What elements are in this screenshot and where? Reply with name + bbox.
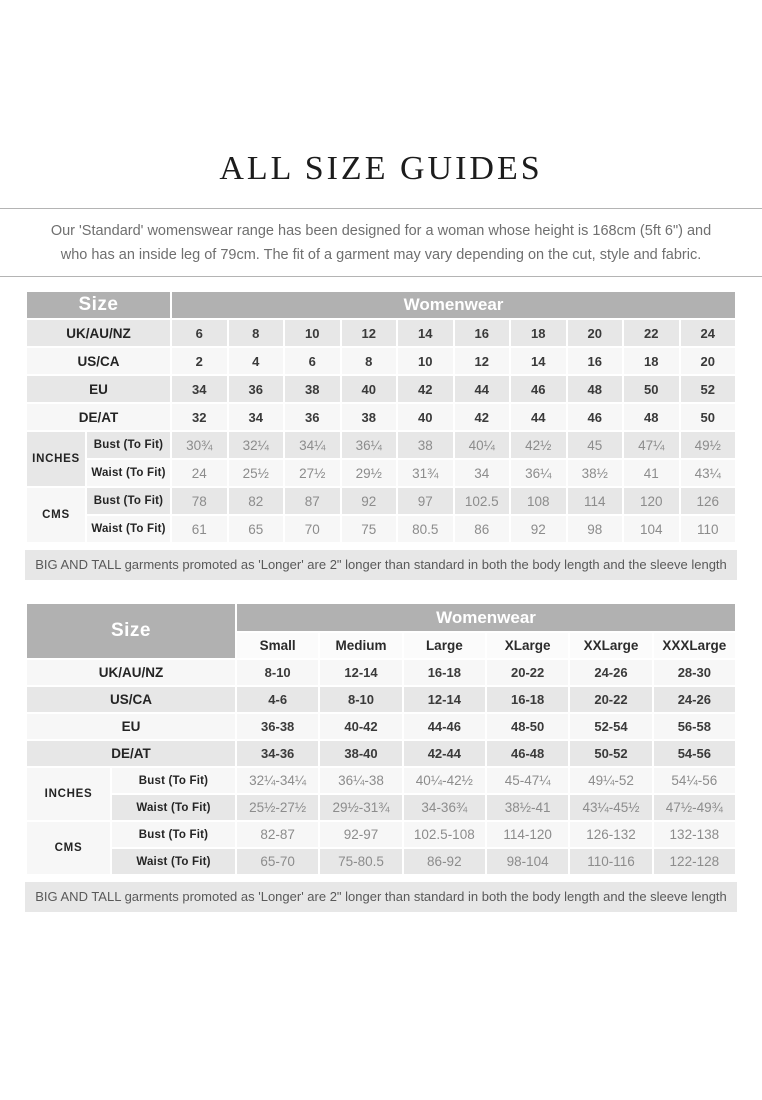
size-cell: 8 (341, 347, 398, 375)
size-cell: 48-50 (486, 713, 569, 740)
row-label: EU (26, 375, 171, 403)
size-cell: 38-40 (319, 740, 402, 767)
measure-cell: 24 (171, 459, 228, 487)
size-cell: 12-14 (319, 659, 402, 686)
measure-cell: 75 (341, 515, 398, 543)
measure-cell: 61 (171, 515, 228, 543)
size-cell: 10 (284, 319, 341, 347)
size-cell: 50-52 (569, 740, 652, 767)
size-cell: 46 (510, 375, 567, 403)
measure-label: Bust (To Fit) (111, 821, 236, 848)
measure-cell: 34 (454, 459, 511, 487)
size-cell: 6 (171, 319, 228, 347)
measure-cell: 54¼-56 (653, 767, 736, 794)
row-label: UK/AU/NZ (26, 659, 236, 686)
size-cell: 38 (341, 403, 398, 431)
measure-cell: 32¼-34¼ (236, 767, 319, 794)
size-group-header: Small (236, 632, 319, 659)
size-cell: 20 (567, 319, 624, 347)
table-row (26, 767, 736, 794)
size-cell: 4 (228, 347, 285, 375)
size-group-header: XLarge (486, 632, 569, 659)
table-row (26, 375, 736, 403)
size-cell: 44-46 (403, 713, 486, 740)
size-cell: 42-44 (403, 740, 486, 767)
big-and-tall-note: BIG AND TALL garments promoted as 'Longer' are 2" longer than standard in both the body length and the sleeve length (25, 882, 737, 912)
measure-cell: 114-120 (486, 821, 569, 848)
size-cell: 40 (341, 375, 398, 403)
measure-cell: 65 (228, 515, 285, 543)
size-cell: 16-18 (403, 659, 486, 686)
size-cell: 12 (341, 319, 398, 347)
size-cell: 12-14 (403, 686, 486, 713)
measure-cell: 65-70 (236, 848, 319, 875)
big-and-tall-note: BIG AND TALL garments promoted as 'Longer' are 2" longer than standard in both the body length and the sleeve length (25, 550, 737, 580)
standard-size-table-container (25, 290, 737, 544)
measure-cell: 36¼ (341, 431, 398, 459)
measure-cell: 104 (623, 515, 680, 543)
size-cell: 24-26 (569, 659, 652, 686)
grouped-size-table-container (25, 602, 737, 876)
measure-cell: 78 (171, 487, 228, 515)
divider-bottom (0, 276, 762, 277)
row-label: DE/AT (26, 403, 171, 431)
measure-cell: 45-47¼ (486, 767, 569, 794)
table-row (26, 686, 736, 713)
measure-cell: 87 (284, 487, 341, 515)
page-title: ALL SIZE GUIDES (219, 150, 543, 187)
size-cell: 34 (171, 375, 228, 403)
table-row (26, 487, 736, 515)
size-cell: 20-22 (486, 659, 569, 686)
standard-size-table (25, 290, 737, 544)
size-cell: 44 (454, 375, 511, 403)
unit-label: INCHES (26, 767, 111, 821)
size-cell: 34-36 (236, 740, 319, 767)
size-cell: 16 (567, 347, 624, 375)
size-cell: 50 (680, 403, 737, 431)
measure-cell: 49½ (680, 431, 737, 459)
table-row (26, 740, 736, 767)
size-cell: 14 (510, 347, 567, 375)
measure-cell: 41 (623, 459, 680, 487)
measure-cell: 42½ (510, 431, 567, 459)
measure-label: Waist (To Fit) (86, 515, 171, 543)
measure-cell: 80.5 (397, 515, 454, 543)
size-cell: 36 (284, 403, 341, 431)
measure-cell: 34¼ (284, 431, 341, 459)
measure-cell: 31¾ (397, 459, 454, 487)
size-cell: 48 (623, 403, 680, 431)
size-cell: 52 (680, 375, 737, 403)
size-cell: 24 (680, 319, 737, 347)
measure-cell: 110 (680, 515, 737, 543)
table-row (26, 431, 736, 459)
measure-label: Bust (To Fit) (86, 487, 171, 515)
row-label: US/CA (26, 686, 236, 713)
measure-cell: 43¼-45½ (569, 794, 652, 821)
measure-cell: 126 (680, 487, 737, 515)
measure-cell: 29½-31¾ (319, 794, 402, 821)
size-cell: 8 (228, 319, 285, 347)
row-label: DE/AT (26, 740, 236, 767)
table-row (26, 347, 736, 375)
measure-cell: 108 (510, 487, 567, 515)
measure-cell: 132-138 (653, 821, 736, 848)
size-header: Size (26, 291, 171, 319)
size-cell: 44 (510, 403, 567, 431)
size-cell: 56-58 (653, 713, 736, 740)
measure-cell: 92-97 (319, 821, 402, 848)
size-cell: 40 (397, 403, 454, 431)
measure-cell: 82-87 (236, 821, 319, 848)
size-cell: 16 (454, 319, 511, 347)
measure-cell: 25½-27½ (236, 794, 319, 821)
measure-cell: 36¼ (510, 459, 567, 487)
size-group-header: Medium (319, 632, 402, 659)
header-row (26, 603, 736, 632)
size-cell: 8-10 (236, 659, 319, 686)
table-row (26, 659, 736, 686)
measure-cell: 86 (454, 515, 511, 543)
size-cell: 20 (680, 347, 737, 375)
unit-label: INCHES (26, 431, 86, 487)
size-group-header: XXXLarge (653, 632, 736, 659)
measure-cell: 110-116 (569, 848, 652, 875)
measure-cell: 122-128 (653, 848, 736, 875)
measure-cell: 43¼ (680, 459, 737, 487)
measure-cell: 38½ (567, 459, 624, 487)
size-cell: 32 (171, 403, 228, 431)
measure-cell: 82 (228, 487, 285, 515)
size-cell: 14 (397, 319, 454, 347)
size-cell: 4-6 (236, 686, 319, 713)
measure-cell: 47¼ (623, 431, 680, 459)
measure-cell: 30¾ (171, 431, 228, 459)
measure-cell: 40¼ (454, 431, 511, 459)
size-cell: 8-10 (319, 686, 402, 713)
size-group-header: XXLarge (569, 632, 652, 659)
size-cell: 40-42 (319, 713, 402, 740)
measure-cell: 102.5 (454, 487, 511, 515)
header-row (26, 291, 736, 319)
size-cell: 16-18 (486, 686, 569, 713)
table-row (26, 848, 736, 875)
table-row (26, 713, 736, 740)
measure-cell: 45 (567, 431, 624, 459)
intro-text: Our 'Standard' womenswear range has been designed for a woman whose height is 168cm (5ft 6") and who has an inside leg of 79cm. The fit of a garment may vary depending on the cut, style and fabric. (50, 223, 712, 263)
table-row (26, 821, 736, 848)
measure-cell: 70 (284, 515, 341, 543)
measure-label: Bust (To Fit) (111, 767, 236, 794)
measure-cell: 97 (397, 487, 454, 515)
size-header: Size (26, 603, 236, 659)
measure-cell: 32¼ (228, 431, 285, 459)
table-row (26, 459, 736, 487)
size-cell: 6 (284, 347, 341, 375)
unit-label: CMS (26, 821, 111, 875)
measure-label: Waist (To Fit) (111, 794, 236, 821)
womenwear-header: Womenwear (236, 603, 736, 632)
measure-cell: 114 (567, 487, 624, 515)
size-group-header: Large (403, 632, 486, 659)
womenwear-header: Womenwear (171, 291, 736, 319)
unit-label: CMS (26, 487, 86, 543)
size-cell: 42 (397, 375, 454, 403)
size-cell: 12 (454, 347, 511, 375)
table-row (26, 515, 736, 543)
measure-cell: 102.5-108 (403, 821, 486, 848)
measure-cell: 40¼-42½ (403, 767, 486, 794)
size-cell: 2 (171, 347, 228, 375)
grouped-size-table (25, 602, 737, 876)
measure-cell: 47½-49¾ (653, 794, 736, 821)
row-label: US/CA (26, 347, 171, 375)
measure-cell: 92 (510, 515, 567, 543)
size-cell: 54-56 (653, 740, 736, 767)
measure-cell: 98-104 (486, 848, 569, 875)
size-cell: 46 (567, 403, 624, 431)
measure-cell: 34-36¾ (403, 794, 486, 821)
size-cell: 46-48 (486, 740, 569, 767)
measure-cell: 75-80.5 (319, 848, 402, 875)
row-label: EU (26, 713, 236, 740)
size-cell: 36-38 (236, 713, 319, 740)
measure-label: Waist (To Fit) (111, 848, 236, 875)
size-cell: 10 (397, 347, 454, 375)
table-row (26, 403, 736, 431)
table-row (26, 794, 736, 821)
size-cell: 22 (623, 319, 680, 347)
divider-top (0, 208, 762, 209)
measure-cell: 38½-41 (486, 794, 569, 821)
size-cell: 36 (228, 375, 285, 403)
measure-cell: 126-132 (569, 821, 652, 848)
size-cell: 50 (623, 375, 680, 403)
measure-cell: 27½ (284, 459, 341, 487)
size-cell: 28-30 (653, 659, 736, 686)
measure-cell: 25½ (228, 459, 285, 487)
measure-cell: 120 (623, 487, 680, 515)
measure-cell: 38 (397, 431, 454, 459)
size-cell: 48 (567, 375, 624, 403)
measure-cell: 92 (341, 487, 398, 515)
size-cell: 52-54 (569, 713, 652, 740)
measure-label: Waist (To Fit) (86, 459, 171, 487)
measure-cell: 29½ (341, 459, 398, 487)
size-cell: 18 (510, 319, 567, 347)
size-cell: 24-26 (653, 686, 736, 713)
row-label: UK/AU/NZ (26, 319, 171, 347)
measure-cell: 36¼-38 (319, 767, 402, 794)
size-cell: 18 (623, 347, 680, 375)
size-cell: 42 (454, 403, 511, 431)
size-cell: 38 (284, 375, 341, 403)
table-row (26, 319, 736, 347)
measure-cell: 86-92 (403, 848, 486, 875)
measure-cell: 49¼-52 (569, 767, 652, 794)
measure-cell: 98 (567, 515, 624, 543)
measure-label: Bust (To Fit) (86, 431, 171, 459)
size-cell: 20-22 (569, 686, 652, 713)
size-cell: 34 (228, 403, 285, 431)
